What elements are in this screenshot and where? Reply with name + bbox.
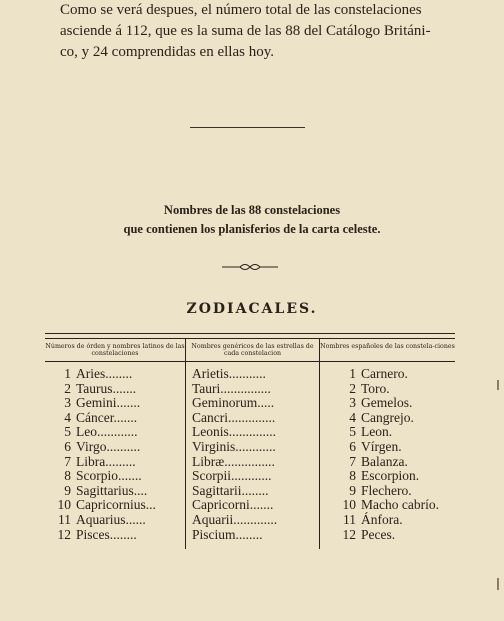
- latin-name: Scorpio.......: [76, 468, 142, 484]
- spanish-name: Leon.: [361, 424, 393, 440]
- row-number: 2: [349, 380, 356, 396]
- latin-name: Aquarius......: [76, 511, 146, 527]
- generic-name: Virginis............: [192, 438, 276, 454]
- constellation-table: [45, 333, 455, 547]
- table-row-spanish: [328, 469, 439, 484]
- generic-name: Arietis...........: [192, 366, 266, 381]
- row-number: 12: [342, 526, 356, 542]
- latin-name: Virgo..........: [76, 438, 141, 454]
- table-row-latin: [47, 382, 156, 397]
- table-row-spanish: [328, 367, 439, 382]
- spanish-name: Escorpion.: [361, 468, 420, 484]
- table-row-latin: [47, 455, 156, 470]
- spanish-name: Cangrejo.: [361, 409, 414, 425]
- row-number: 9: [64, 482, 71, 498]
- latin-column: [47, 367, 156, 542]
- generic-name: Leonis..............: [192, 424, 276, 440]
- row-number: 6: [64, 438, 71, 454]
- table-header-rule: [45, 361, 455, 362]
- ornament-dash: [222, 260, 278, 274]
- row-number: 2: [64, 380, 71, 396]
- table-row-spanish: [328, 425, 439, 440]
- spanish-name: Gemelos.: [361, 395, 413, 411]
- generic-name: Scorpii............: [192, 468, 272, 484]
- table-top-rule: [45, 333, 455, 339]
- intro-line-3: co, y 24 comprendidas en ellas hoy.: [60, 44, 274, 60]
- section-title: ZODIACALES.: [186, 301, 318, 317]
- table-row-latin: [47, 528, 156, 543]
- row-number: 1: [349, 366, 356, 381]
- generic-name: Sagittarii........: [192, 482, 269, 498]
- latin-name: Cáncer.......: [76, 409, 138, 425]
- generic-name: Libræ...............: [192, 453, 275, 469]
- header-spanish: Nombres españoles de las constela-ciones: [320, 343, 455, 350]
- page-edge-mark: [497, 578, 499, 590]
- row-number: 5: [64, 424, 71, 440]
- row-number: 11: [343, 511, 356, 527]
- column-divider: [319, 338, 320, 549]
- latin-name: Pisces........: [76, 526, 137, 542]
- row-number: 12: [57, 526, 71, 542]
- generic-name: Capricorni.......: [192, 497, 274, 513]
- generic-name: Cancri..............: [192, 409, 276, 425]
- heading-line-2: que contienen los planisferios de la carta celeste.: [123, 222, 381, 236]
- row-number: 4: [64, 409, 71, 425]
- column-divider: [185, 338, 186, 549]
- table-row-spanish: [328, 440, 439, 455]
- table-row-latin: [47, 396, 156, 411]
- row-number: 4: [349, 409, 356, 425]
- latin-name: Leo............: [76, 424, 138, 440]
- table-row-spanish: [328, 528, 439, 543]
- table-row-spanish: [328, 498, 439, 513]
- separator-rule: [190, 127, 305, 128]
- spanish-name: Carnero.: [361, 366, 408, 381]
- latin-name: Aries........: [76, 366, 133, 381]
- row-number: 7: [349, 453, 356, 469]
- row-number: 3: [64, 395, 71, 411]
- row-number: 1: [64, 366, 71, 381]
- row-number: 11: [58, 511, 71, 527]
- latin-name: Libra.........: [76, 453, 136, 469]
- table-row-spanish: [328, 382, 439, 397]
- heading-line-1: Nombres de las 88 constelaciones: [163, 203, 341, 217]
- table-row-latin: [47, 367, 156, 382]
- page-edge-mark: [497, 380, 499, 390]
- header-generic: Nombres genéricos de las estrellas de cada constelacion: [191, 343, 314, 357]
- latin-name: Taurus.......: [76, 380, 137, 396]
- row-number: 3: [349, 395, 356, 411]
- row-number: 6: [349, 438, 356, 454]
- spanish-name: Flechero.: [361, 482, 412, 498]
- generic-name: Piscium........: [192, 526, 263, 542]
- table-row-latin: [47, 411, 156, 426]
- row-number: 10: [342, 497, 356, 513]
- spanish-name: Balanza.: [361, 453, 408, 469]
- table-row-latin: [47, 484, 156, 499]
- table-row-latin: [47, 425, 156, 440]
- intro-line-1: Como se verá despues, el número total de las constelaciones: [60, 2, 422, 18]
- row-number: 9: [349, 482, 356, 498]
- generic-column: [192, 367, 277, 542]
- intro-line-2: asciende á 112, que es la suma de las 88 del Catálogo Británi-: [60, 23, 431, 39]
- latin-name: Capricornius...: [76, 497, 156, 513]
- row-number: 5: [349, 424, 356, 440]
- spanish-name: Peces.: [361, 526, 396, 542]
- spanish-column: [328, 367, 439, 542]
- spanish-name: Ánfora.: [361, 511, 403, 527]
- table-row-latin: [47, 469, 156, 484]
- table-row-spanish: [328, 411, 439, 426]
- generic-name: Tauri...............: [192, 380, 271, 396]
- table-row-spanish: [328, 484, 439, 499]
- spanish-name: Vírgen.: [361, 438, 402, 454]
- spanish-name: Toro.: [361, 380, 390, 396]
- table-row-latin: [47, 513, 156, 528]
- table-row-spanish: [328, 396, 439, 411]
- row-number: 8: [349, 468, 356, 484]
- spanish-name: Macho cabrío.: [361, 497, 439, 513]
- intro-paragraph: [60, 0, 460, 63]
- table-row-spanish: [328, 513, 439, 528]
- latin-name: Gemini.......: [76, 395, 141, 411]
- row-number: 7: [64, 453, 71, 469]
- generic-name: Geminorum.....: [192, 395, 275, 411]
- row-number: 8: [64, 468, 71, 484]
- header-latin: Números de órden y nombres latinos de las constelaciones: [45, 343, 185, 357]
- row-number: 10: [57, 497, 71, 513]
- table-row-spanish: [328, 455, 439, 470]
- table-row-latin: [47, 498, 156, 513]
- table-row-latin: [47, 440, 156, 455]
- latin-name: Sagittarius....: [76, 482, 148, 498]
- generic-name: Aquarii.............: [192, 511, 278, 527]
